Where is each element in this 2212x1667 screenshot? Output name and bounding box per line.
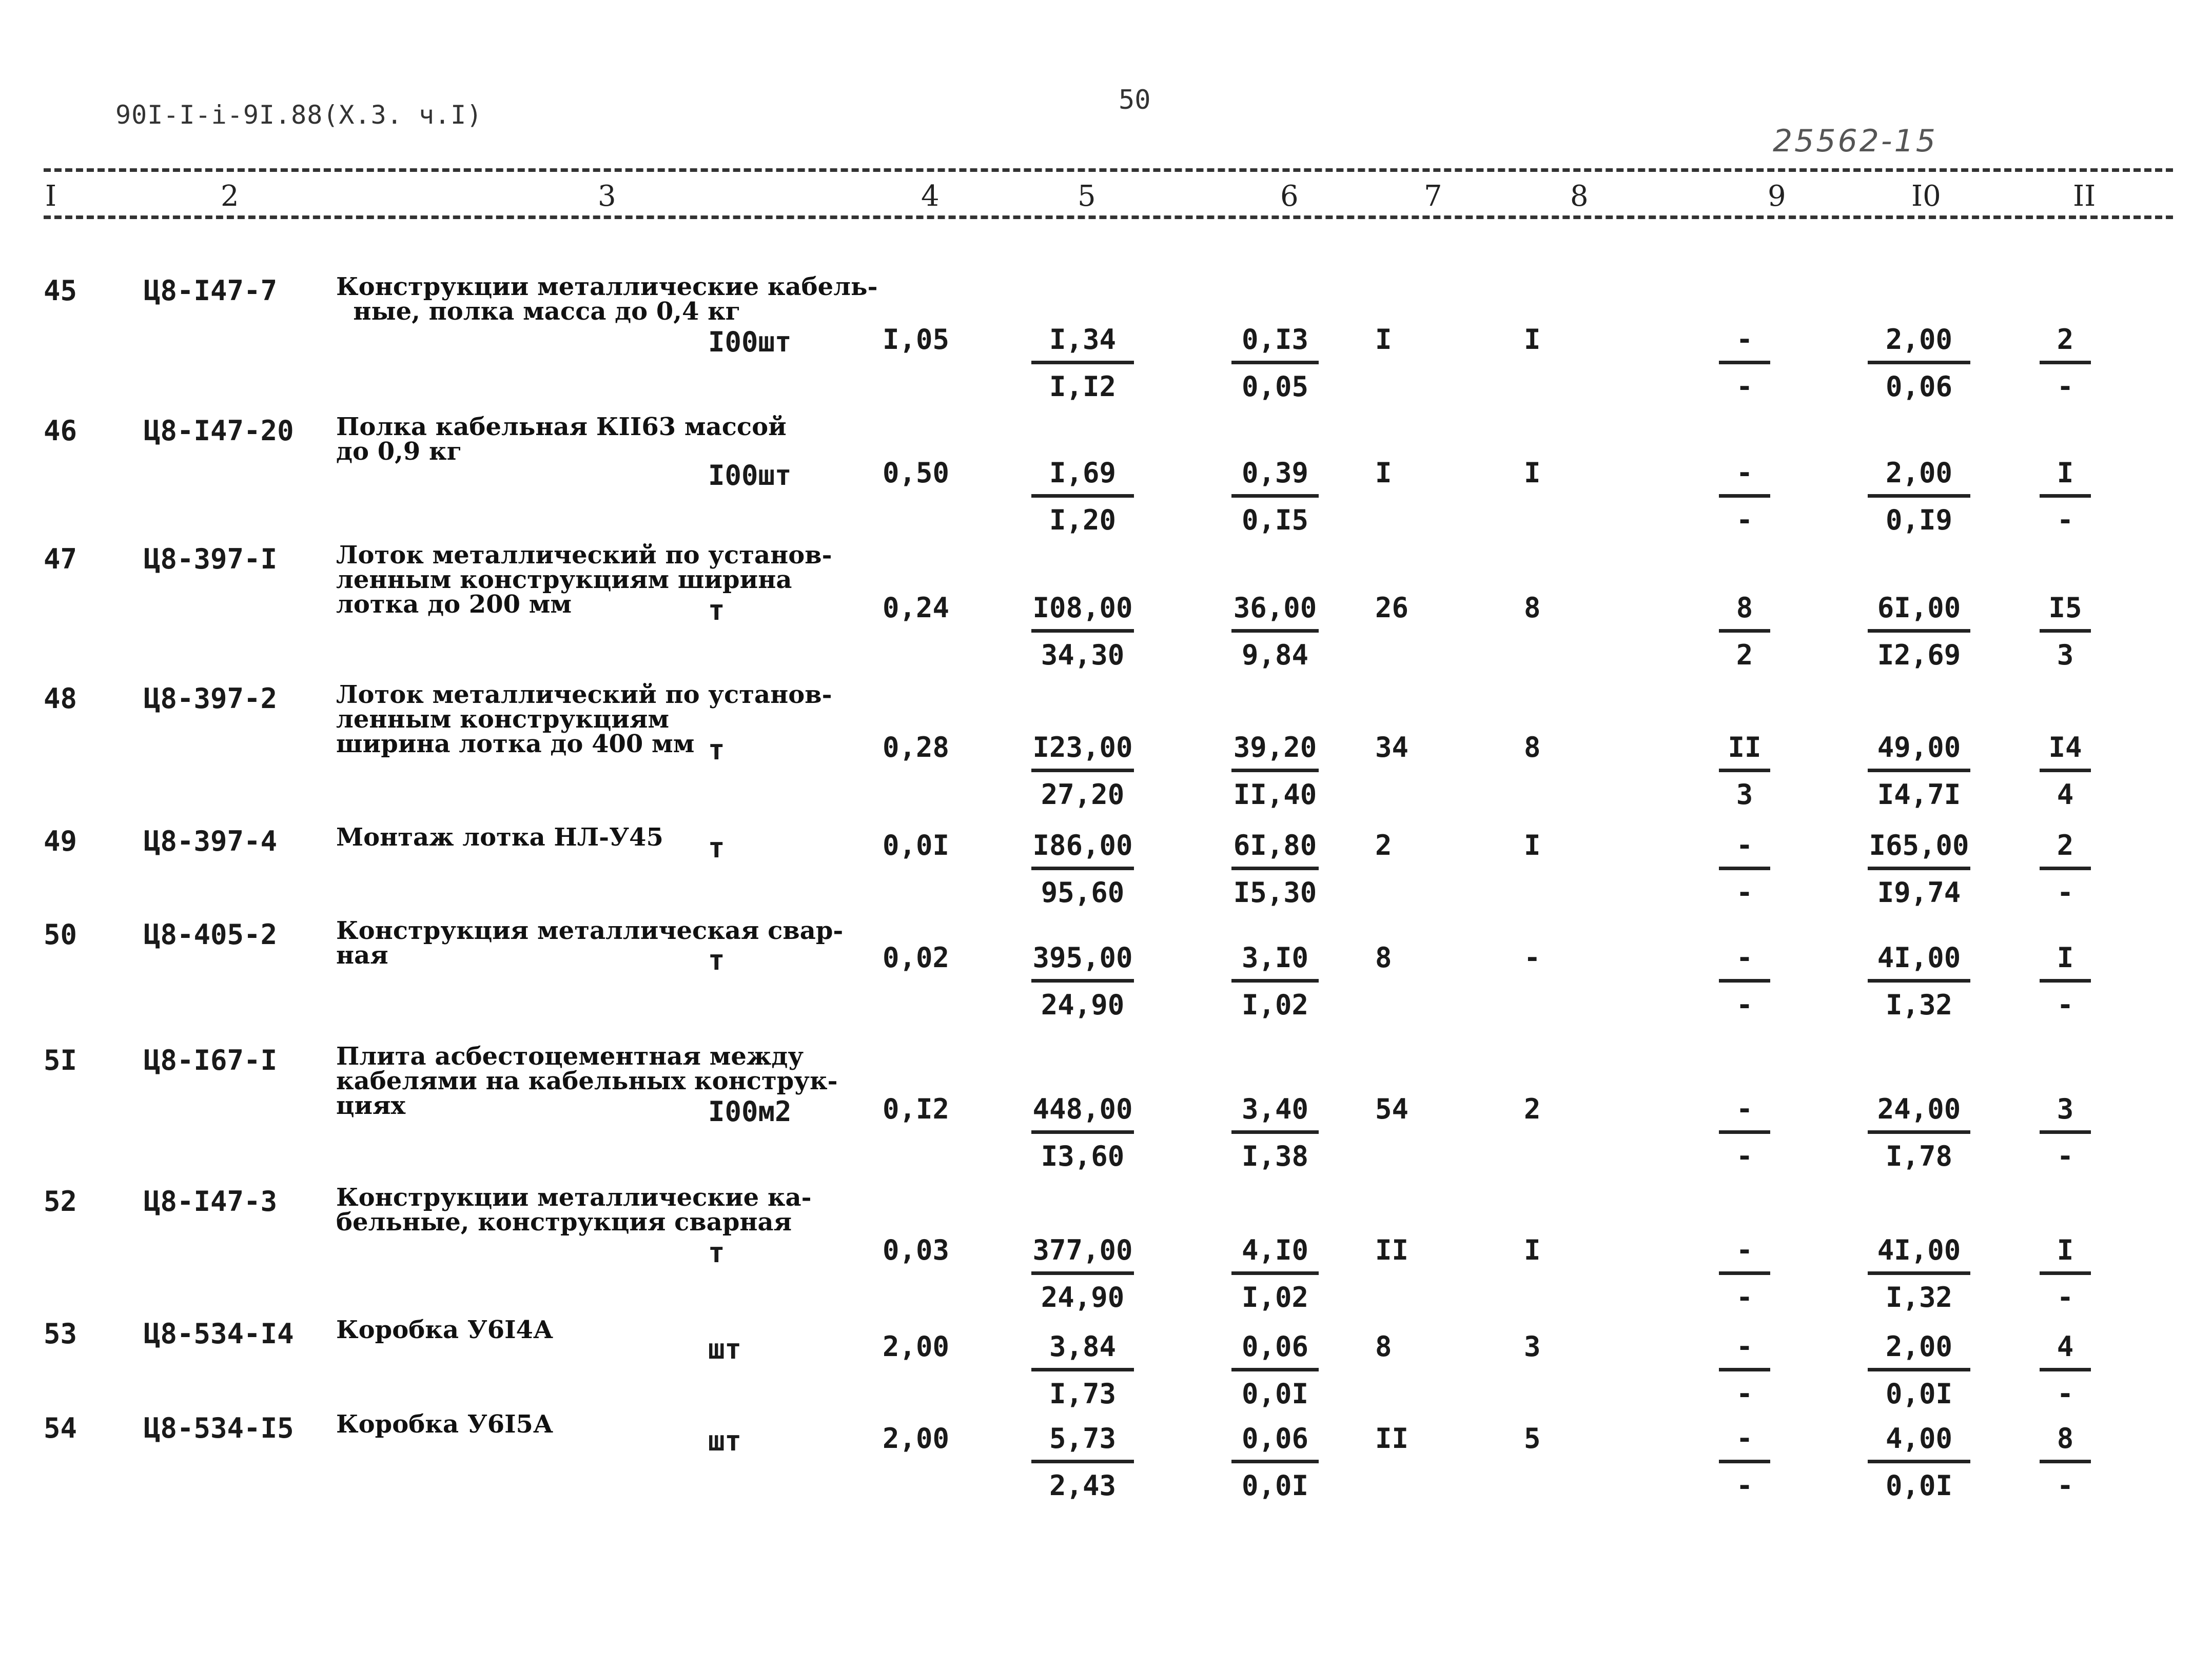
quantity: 2,00 — [883, 1330, 950, 1363]
value-column-11-numerator: I4 — [2040, 731, 2091, 772]
value-column-9-denominator: - — [1736, 876, 1753, 909]
rate-code: Ц8-I67-I — [144, 1044, 278, 1076]
value-column-11-numerator: 2 — [2040, 829, 2091, 870]
unit-of-measure: шт — [708, 1425, 742, 1457]
cost-column-5-numerator: 395,00 — [1031, 942, 1134, 983]
row-number: 48 — [44, 682, 77, 715]
value-column-11 — [2040, 457, 2091, 536]
row-number: 54 — [44, 1412, 77, 1444]
value-column-9-numerator: - — [1719, 829, 1770, 870]
cost-column-6-numerator: 39,20 — [1231, 731, 1319, 772]
cost-column-6 — [1231, 1234, 1319, 1313]
value-column-7: 8 — [1375, 942, 1392, 974]
quantity: 0,24 — [883, 592, 950, 624]
value-column-9-numerator: - — [1719, 1234, 1770, 1275]
cost-column-6-numerator: 0,39 — [1231, 457, 1319, 498]
cost-column-5-numerator: I86,00 — [1031, 829, 1134, 870]
work-description: Лоток металлический по установ- ленным конструкциям ширина лотка до 400 мм — [336, 680, 832, 758]
row-number: 46 — [44, 415, 77, 447]
value-column-10-numerator: I65,00 — [1868, 829, 1970, 870]
row-number: 5I — [44, 1044, 77, 1076]
unit-of-measure: т — [708, 734, 725, 766]
unit-of-measure: т — [708, 594, 725, 626]
value-column-9-denominator: - — [1736, 504, 1753, 536]
cost-column-6-denominator: 9,84 — [1241, 639, 1309, 671]
cost-column-5-denominator: I,73 — [1049, 1378, 1117, 1410]
work-description: Конструкция металлическая свар- ная — [336, 916, 844, 970]
value-column-11-numerator: I5 — [2040, 592, 2091, 633]
work-description: Конструкции металлические кабель- ные, полка масса до 0,4 кг — [336, 272, 878, 326]
value-column-10-denominator: 0,06 — [1885, 370, 1953, 403]
value-column-7: 2 — [1375, 829, 1392, 861]
unit-of-measure: I00м2 — [708, 1095, 792, 1128]
rate-code: Ц8-534-I4 — [144, 1318, 294, 1350]
work-description: Конструкции металлические ка- бельные, конструкция сварная — [336, 1183, 812, 1237]
cost-column-5-numerator: 448,00 — [1031, 1093, 1134, 1134]
value-column-8: 3 — [1524, 1330, 1541, 1363]
value-column-9 — [1719, 323, 1770, 403]
value-column-10-denominator: I4,7I — [1877, 778, 1961, 811]
header-top-rule — [44, 168, 2173, 172]
value-column-8: 8 — [1524, 731, 1541, 763]
quantity: 0,02 — [883, 942, 950, 974]
cost-column-6-denominator: I,02 — [1241, 989, 1309, 1021]
cost-column-6-denominator: II,40 — [1233, 778, 1317, 811]
cost-column-5-numerator: 3,84 — [1031, 1330, 1134, 1371]
cost-column-6 — [1231, 1422, 1319, 1502]
value-column-10-numerator: 2,00 — [1868, 1330, 1970, 1371]
rate-code: Ц8-397-4 — [144, 825, 278, 857]
cost-column-5 — [1031, 1422, 1134, 1502]
value-column-7: I — [1375, 457, 1392, 489]
cost-column-6 — [1231, 731, 1319, 811]
cost-column-6-denominator: I,38 — [1241, 1140, 1309, 1172]
column-header-3: 3 — [598, 180, 616, 213]
value-column-11-denominator: - — [2057, 1281, 2074, 1313]
rate-code: Ц8-I47-7 — [144, 274, 278, 307]
row-number: 45 — [44, 274, 77, 307]
header-bottom-rule — [44, 215, 2173, 219]
value-column-7: II — [1375, 1234, 1409, 1266]
value-column-9-denominator: - — [1736, 1469, 1753, 1502]
unit-of-measure: шт — [708, 1333, 742, 1365]
cost-column-5 — [1031, 592, 1134, 671]
cost-column-6-numerator: 0,06 — [1231, 1330, 1319, 1371]
cost-column-6 — [1231, 1330, 1319, 1410]
cost-column-6-denominator: I,02 — [1241, 1281, 1309, 1313]
document-code: 90I-I-i-9I.88(X.3. ч.I) — [115, 100, 483, 130]
cost-column-5-denominator: 24,90 — [1041, 989, 1125, 1021]
cost-column-5-numerator: 377,00 — [1031, 1234, 1134, 1275]
row-number: 53 — [44, 1318, 77, 1350]
value-column-11-numerator: I — [2040, 942, 2091, 983]
value-column-11-denominator: 4 — [2057, 778, 2074, 811]
cost-column-6-denominator: I5,30 — [1233, 876, 1317, 909]
value-column-10-numerator: 49,00 — [1868, 731, 1970, 772]
value-column-10-denominator: I9,74 — [1877, 876, 1961, 909]
value-column-11-numerator: 8 — [2040, 1422, 2091, 1463]
value-column-11-numerator: 3 — [2040, 1093, 2091, 1134]
column-header-1: I — [45, 180, 57, 213]
value-column-10-numerator: 2,00 — [1868, 457, 1970, 498]
value-column-11 — [2040, 829, 2091, 909]
value-column-8: I — [1524, 829, 1541, 861]
value-column-10-denominator: 0,0I — [1885, 1378, 1953, 1410]
row-number: 50 — [44, 918, 77, 951]
value-column-9-numerator: - — [1719, 1330, 1770, 1371]
value-column-9 — [1719, 592, 1770, 671]
cost-column-5 — [1031, 1330, 1134, 1410]
value-column-10 — [1868, 1234, 1970, 1313]
cost-column-5-denominator: 34,30 — [1041, 639, 1125, 671]
value-column-11-denominator: 3 — [2057, 639, 2074, 671]
value-column-10 — [1868, 1093, 1970, 1172]
value-column-11-numerator: 4 — [2040, 1330, 2091, 1371]
value-column-11-denominator: - — [2057, 1469, 2074, 1502]
rate-code: Ц8-405-2 — [144, 918, 278, 951]
column-header-11: II — [2073, 180, 2096, 213]
value-column-11-denominator: - — [2057, 876, 2074, 909]
cost-column-6 — [1231, 1093, 1319, 1172]
column-header-2: 2 — [221, 180, 239, 213]
value-column-9 — [1719, 829, 1770, 909]
value-column-8: 5 — [1524, 1422, 1541, 1455]
value-column-10 — [1868, 829, 1970, 909]
rate-code: Ц8-534-I5 — [144, 1412, 294, 1444]
value-column-9 — [1719, 1093, 1770, 1172]
quantity: 0,03 — [883, 1234, 950, 1266]
value-column-10-numerator: 6I,00 — [1868, 592, 1970, 633]
rate-code: Ц8-397-2 — [144, 682, 278, 715]
cost-column-5-denominator: 24,90 — [1041, 1281, 1125, 1313]
value-column-10 — [1868, 731, 1970, 811]
value-column-7: 26 — [1375, 592, 1409, 624]
quantity: 2,00 — [883, 1422, 950, 1455]
value-column-10-denominator: 0,0I — [1885, 1469, 1953, 1502]
value-column-9-numerator: - — [1719, 323, 1770, 364]
work-description: Монтаж лотка НЛ-У45 — [336, 823, 663, 852]
quantity: 0,I2 — [883, 1093, 950, 1125]
value-column-10-numerator: 2,00 — [1868, 323, 1970, 364]
value-column-11 — [2040, 323, 2091, 403]
cost-column-5-denominator: I,I2 — [1049, 370, 1117, 403]
value-column-10 — [1868, 1422, 1970, 1502]
value-column-7: 34 — [1375, 731, 1409, 763]
value-column-9 — [1719, 731, 1770, 811]
row-number: 49 — [44, 825, 77, 857]
cost-column-5 — [1031, 323, 1134, 403]
value-column-10-denominator: 0,I9 — [1885, 504, 1953, 536]
row-number: 47 — [44, 543, 77, 575]
value-column-7: II — [1375, 1422, 1409, 1455]
unit-of-measure: т — [708, 832, 725, 864]
value-column-11 — [2040, 942, 2091, 1021]
stamp-number: 25562-15 — [1773, 123, 1937, 159]
cost-column-5-numerator: I08,00 — [1031, 592, 1134, 633]
cost-column-6 — [1231, 592, 1319, 671]
work-description: Лоток металлический по установ- ленным конструкциям ширина лотка до 200 мм — [336, 541, 832, 619]
value-column-9-denominator: - — [1736, 1281, 1753, 1313]
quantity: 0,0I — [883, 829, 950, 861]
value-column-9 — [1719, 942, 1770, 1021]
cost-column-5 — [1031, 942, 1134, 1021]
quantity: I,05 — [883, 323, 950, 356]
value-column-9-numerator: - — [1719, 1093, 1770, 1134]
value-column-10-denominator: I,78 — [1885, 1140, 1953, 1172]
column-header-4: 4 — [921, 180, 939, 213]
value-column-10-denominator: I,32 — [1885, 1281, 1953, 1313]
cost-column-6-numerator: 0,06 — [1231, 1422, 1319, 1463]
unit-of-measure: I00шт — [708, 326, 792, 358]
value-column-11-denominator: - — [2057, 1378, 2074, 1410]
value-column-10 — [1868, 457, 1970, 536]
value-column-10-numerator: 4,00 — [1868, 1422, 1970, 1463]
value-column-11 — [2040, 731, 2091, 811]
cost-column-6-denominator: 0,05 — [1241, 370, 1309, 403]
cost-column-5-numerator: 5,73 — [1031, 1422, 1134, 1463]
value-column-11-numerator: I — [2040, 457, 2091, 498]
value-column-8: - — [1524, 942, 1541, 974]
value-column-9-denominator: - — [1736, 1378, 1753, 1410]
value-column-9-numerator: II — [1719, 731, 1770, 772]
row-number: 52 — [44, 1185, 77, 1218]
cost-column-6-denominator: 0,0I — [1241, 1469, 1309, 1502]
work-description: Полка кабельная КII63 массой до 0,9 кг — [336, 413, 787, 466]
value-column-11-denominator: - — [2057, 504, 2074, 536]
value-column-11-denominator: - — [2057, 370, 2074, 403]
value-column-8: 2 — [1524, 1093, 1541, 1125]
value-column-11 — [2040, 1234, 2091, 1313]
cost-column-6 — [1231, 323, 1319, 403]
work-description: Коробка У6I5А — [336, 1410, 554, 1439]
value-column-10-numerator: 24,00 — [1868, 1093, 1970, 1134]
quantity: 0,50 — [883, 457, 950, 489]
page-number: 50 — [1119, 85, 1151, 115]
rate-code: Ц8-I47-20 — [144, 415, 294, 447]
value-column-9-numerator: - — [1719, 1422, 1770, 1463]
value-column-9-numerator: 8 — [1719, 592, 1770, 633]
value-column-10-denominator: I2,69 — [1877, 639, 1961, 671]
value-column-10-numerator: 4I,00 — [1868, 1234, 1970, 1275]
value-column-11 — [2040, 592, 2091, 671]
value-column-8: I — [1524, 323, 1541, 356]
value-column-10 — [1868, 942, 1970, 1021]
cost-column-6-numerator: 4,I0 — [1231, 1234, 1319, 1275]
cost-column-5-numerator: I23,00 — [1031, 731, 1134, 772]
value-column-11-numerator: 2 — [2040, 323, 2091, 364]
cost-column-6-numerator: 3,40 — [1231, 1093, 1319, 1134]
value-column-11 — [2040, 1330, 2091, 1410]
value-column-9-denominator: - — [1736, 1140, 1753, 1172]
value-column-10 — [1868, 323, 1970, 403]
cost-column-5 — [1031, 731, 1134, 811]
cost-column-5-numerator: I,34 — [1031, 323, 1134, 364]
value-column-9-denominator: 3 — [1736, 778, 1753, 811]
value-column-7: I — [1375, 323, 1392, 356]
value-column-10 — [1868, 592, 1970, 671]
value-column-9 — [1719, 457, 1770, 536]
value-column-9 — [1719, 1422, 1770, 1502]
value-column-9-numerator: - — [1719, 942, 1770, 983]
cost-column-5 — [1031, 829, 1134, 909]
cost-column-6-numerator: 6I,80 — [1231, 829, 1319, 870]
column-header-5: 5 — [1078, 180, 1096, 213]
cost-column-5-denominator: 95,60 — [1041, 876, 1125, 909]
cost-column-6 — [1231, 942, 1319, 1021]
value-column-7: 8 — [1375, 1330, 1392, 1363]
rate-code: Ц8-397-I — [144, 543, 278, 575]
cost-column-5 — [1031, 1234, 1134, 1313]
cost-column-5 — [1031, 1093, 1134, 1172]
cost-column-5-denominator: I3,60 — [1041, 1140, 1125, 1172]
cost-column-6 — [1231, 829, 1319, 909]
cost-column-6-numerator: 0,I3 — [1231, 323, 1319, 364]
cost-column-5 — [1031, 457, 1134, 536]
value-column-8: I — [1524, 457, 1541, 489]
cost-column-5-denominator: I,20 — [1049, 504, 1117, 536]
cost-column-5-denominator: 2,43 — [1049, 1469, 1117, 1502]
value-column-9-denominator: - — [1736, 989, 1753, 1021]
cost-column-6-denominator: 0,0I — [1241, 1378, 1309, 1410]
value-column-11-denominator: - — [2057, 1140, 2074, 1172]
column-header-9: 9 — [1768, 180, 1786, 213]
value-column-10 — [1868, 1330, 1970, 1410]
quantity: 0,28 — [883, 731, 950, 763]
column-header-7: 7 — [1424, 180, 1442, 213]
column-header-8: 8 — [1570, 180, 1589, 213]
value-column-8: 8 — [1524, 592, 1541, 624]
cost-column-6-numerator: 3,I0 — [1231, 942, 1319, 983]
work-description: Плита асбестоцементная между кабелями на кабельных конструк- циях — [336, 1042, 838, 1120]
value-column-9-denominator: - — [1736, 370, 1753, 403]
value-column-11-denominator: - — [2057, 989, 2074, 1021]
value-column-9 — [1719, 1330, 1770, 1410]
value-column-11-numerator: I — [2040, 1234, 2091, 1275]
value-column-10-numerator: 4I,00 — [1868, 942, 1970, 983]
value-column-11 — [2040, 1422, 2091, 1502]
unit-of-measure: т — [708, 944, 725, 976]
cost-column-6-denominator: 0,I5 — [1241, 504, 1309, 536]
unit-of-measure: т — [708, 1237, 725, 1269]
value-column-9 — [1719, 1234, 1770, 1313]
value-column-7: 54 — [1375, 1093, 1409, 1125]
work-description: Коробка У6I4А — [336, 1316, 554, 1344]
rate-code: Ц8-I47-3 — [144, 1185, 278, 1218]
value-column-9-numerator: - — [1719, 457, 1770, 498]
value-column-9-denominator: 2 — [1736, 639, 1753, 671]
unit-of-measure: I00шт — [708, 459, 792, 492]
column-header-6: 6 — [1280, 180, 1299, 213]
cost-column-6-numerator: 36,00 — [1231, 592, 1319, 633]
value-column-8: I — [1524, 1234, 1541, 1266]
value-column-11 — [2040, 1093, 2091, 1172]
column-header-10: I0 — [1911, 180, 1941, 213]
cost-column-5-denominator: 27,20 — [1041, 778, 1125, 811]
cost-column-5-numerator: I,69 — [1031, 457, 1134, 498]
cost-column-6 — [1231, 457, 1319, 536]
value-column-10-denominator: I,32 — [1885, 989, 1953, 1021]
